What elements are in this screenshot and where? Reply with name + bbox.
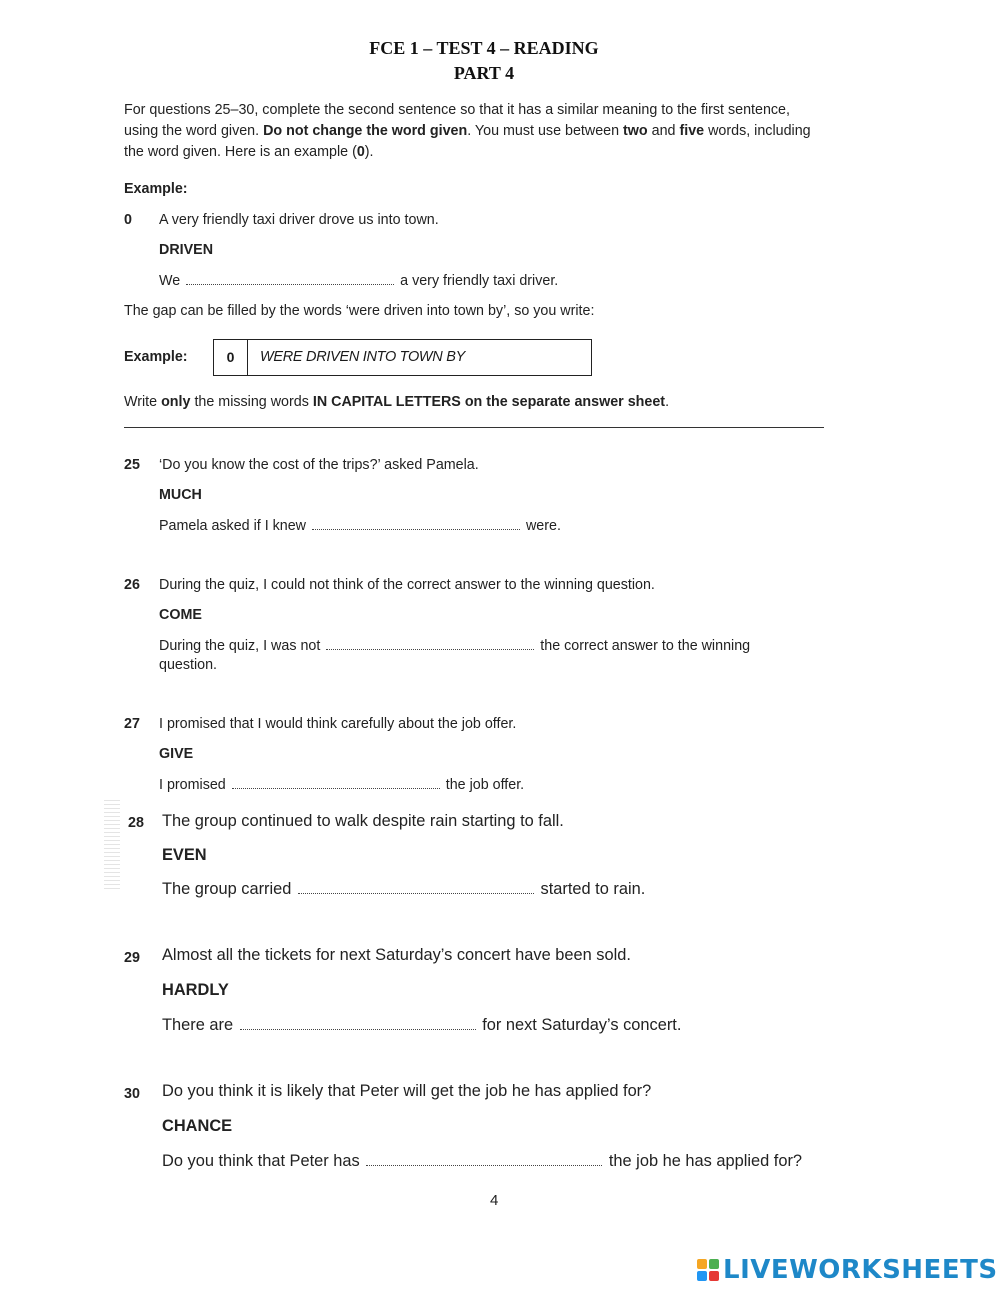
question-25-suffix: were.	[525, 518, 561, 534]
question-30-suffix: the job he has applied for?	[608, 1152, 803, 1170]
question-27-gap-line	[159, 776, 524, 793]
question-30-sentence: Do you think it is likely that Peter will get the job he has applied for?	[162, 1082, 652, 1100]
example-gap	[186, 272, 394, 285]
question-29-gap-line	[162, 1016, 681, 1035]
question-29-number: 29	[124, 950, 140, 966]
question-27-number: 27	[124, 716, 140, 732]
question-25-gap[interactable]	[312, 517, 520, 530]
question-28-gap[interactable]	[298, 881, 534, 894]
write-note: Write only the missing words IN CAPITAL LETTERS on the separate answer sheet.	[124, 394, 670, 410]
question-28-prefix: The group carried	[162, 880, 292, 898]
question-30-gap[interactable]	[366, 1153, 602, 1166]
page-number: 4	[490, 1192, 499, 1209]
example-keyword: DRIVEN	[159, 242, 214, 258]
question-29-sentence: Almost all the tickets for next Saturday’s concert have been sold.	[162, 946, 631, 964]
page-subtitle: PART 4	[453, 63, 515, 83]
logo-square	[709, 1259, 719, 1269]
scan-artifact	[104, 800, 120, 892]
question-26-prefix: During the quiz, I was not	[159, 638, 321, 654]
liveworksheets-icon	[697, 1259, 719, 1281]
question-25-number: 25	[124, 457, 140, 473]
example-answer-box	[213, 339, 592, 376]
question-27-suffix: the job offer.	[445, 777, 525, 793]
divider	[124, 427, 824, 428]
question-29-prefix: There are	[162, 1016, 234, 1034]
example-number: 0	[124, 212, 132, 228]
question-27-prefix: I promised	[159, 777, 226, 793]
question-25-sentence: ‘Do you know the cost of the trips?’ asked Pamela.	[159, 457, 479, 473]
logo-square	[697, 1271, 707, 1281]
logo-text: LIVEWORKSHEETS	[723, 1255, 998, 1285]
question-28-gap-line	[162, 880, 645, 899]
question-28-keyword: EVEN	[162, 846, 207, 864]
question-30-gap-line	[162, 1152, 802, 1171]
logo-square	[697, 1259, 707, 1269]
question-28-suffix: started to rain.	[540, 880, 646, 898]
example-heading: Example:	[124, 181, 188, 197]
question-28-number: 28	[128, 815, 144, 831]
question-29-suffix: for next Saturday’s concert.	[482, 1016, 682, 1034]
page-title: FCE 1 – TEST 4 – READING	[369, 38, 599, 58]
question-27-gap[interactable]	[232, 776, 440, 789]
example-explanation: The gap can be filled by the words ‘were driven into town by’, so you write:	[124, 303, 595, 319]
logo-square	[709, 1271, 719, 1281]
liveworksheets-logo	[697, 1253, 998, 1287]
question-26-gap[interactable]	[326, 637, 534, 650]
question-29-keyword: HARDLY	[162, 981, 229, 999]
example-box-label: Example:	[124, 349, 188, 365]
question-30-number: 30	[124, 1086, 140, 1102]
question-26-keyword: COME	[159, 607, 202, 623]
question-26-continuation: question.	[159, 657, 218, 673]
question-30-keyword: CHANCE	[162, 1117, 233, 1135]
question-27-sentence: I promised that I would think carefully about the job offer.	[159, 716, 517, 732]
example-sentence: A very friendly taxi driver drove us into town.	[159, 212, 439, 228]
question-26-sentence: During the quiz, I could not think of the correct answer to the winning question.	[159, 577, 655, 593]
example-prefix: We	[159, 273, 181, 289]
example-box-answer: WERE DRIVEN INTO TOWN BY	[260, 349, 465, 365]
instructions: For questions 25–30, complete the second sentence so that it has a similar meaning to the first sentence, using the word given. Do not change the word given. You must use between two and five words, including the word given. Here is an example (0).	[124, 102, 811, 160]
question-30-prefix: Do you think that Peter has	[162, 1152, 360, 1170]
question-25-keyword: MUCH	[159, 487, 202, 503]
question-25-gap-line	[159, 517, 561, 534]
example-gap-line	[159, 272, 558, 289]
example-box-number: 0	[214, 340, 248, 375]
question-26-gap-line	[159, 637, 750, 654]
question-26-suffix: the correct answer to the winning	[540, 638, 751, 654]
question-26-number: 26	[124, 577, 140, 593]
question-28-sentence: The group continued to walk despite rain starting to fall.	[162, 812, 564, 830]
question-27-keyword: GIVE	[159, 746, 194, 762]
question-25-prefix: Pamela asked if I knew	[159, 518, 307, 534]
example-suffix: a very friendly taxi driver.	[400, 273, 559, 289]
question-29-gap[interactable]	[240, 1017, 476, 1030]
